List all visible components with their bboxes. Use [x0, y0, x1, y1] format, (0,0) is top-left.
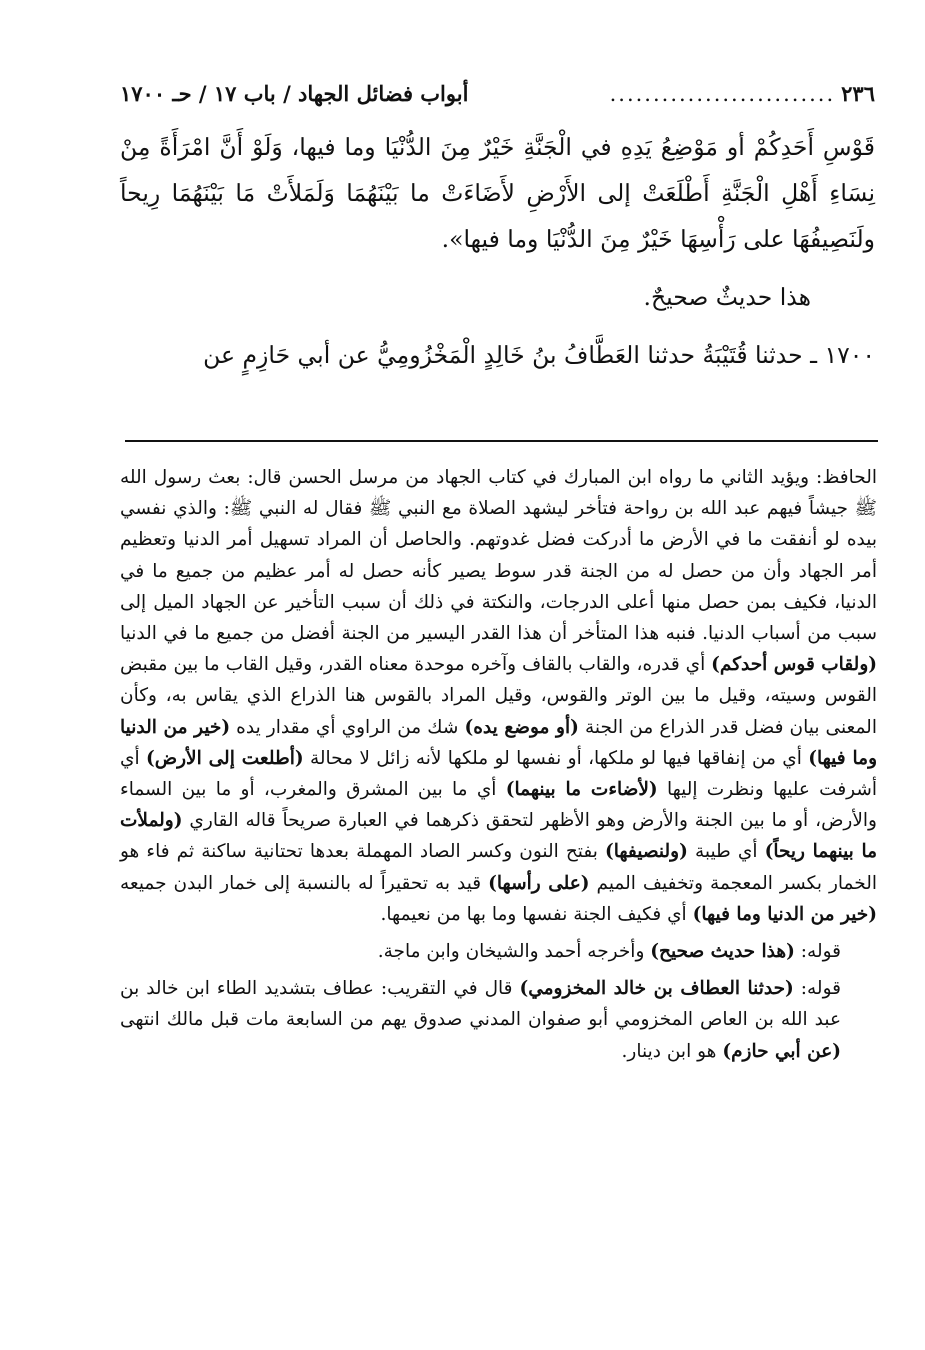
commentary-text: قال في التقريب: عطاف بتشديد الطاء ابن خالد بن عبد الله بن العاص المخزومي أبو صفوان المدني صدوق يهم من السابعة مات قبل مالك انتهى	[120, 978, 841, 1031]
hadith-1700-opening: ١٧٠٠ ـ حدثنا قُتَيْبَةُ حدثنا العَطَّافُ بنُ خَالِدٍ الْمَخْزُومِيُّ عن أبي حَازِمٍ عن	[203, 341, 875, 369]
quoted-phrase: (خير من الدنيا وما فيها)	[692, 903, 877, 925]
header-dot-leader: ..........................	[609, 82, 836, 106]
commentary-text: هو ابن دينار.	[621, 1040, 717, 1062]
commentary-text: أي قدره، والقاب بالقاف وآخره موحدة معناه القدر، وقيل القاب ما بين مقبض القوس وسيته، وقيل ما بين الوتر والقوس، وقيل المراد بالقوس هنا الذراع الذي يقاس به، وكأن المعنى بيان فضل قدر الذراع من الجنة	[120, 654, 877, 738]
quoted-phrase: (أطلعت إلى الأرض)	[145, 747, 304, 769]
quoted-phrase: (لأضاءت ما بينهما)	[505, 779, 658, 801]
commentary-text: أي طيبة	[694, 841, 758, 863]
commentary-text: وأخرجه أحمد والشيخان وابن ماجة.	[377, 941, 645, 963]
commentary-text: أي فكيف الجنة نفسها وما بها من نعيمها.	[380, 903, 687, 925]
commentary-text: شك من الراوي أي مقدار يده	[236, 716, 459, 738]
hadith-continuation-paragraph: قَوْسِ أَحَدِكُمْ أو مَوْضِعُ يَدِهِ في الْجَنَّةِ خَيْرٌ مِنَ الدُّنْيَا وما فيها، وَلَوْ أَنَّ امْرَأَةً مِنْ نِسَاءِ أَهْلِ الْجَنَّةِ أَطْلَعَتْ إلى الأَرْضِ لأَضَاءَتْ ما بَيْنَهُمَا وَلَمَلأَتْ مَا بَيْنَهُمَا رِيحاً ولَنَصِيفُهَا على رَأْسِهَا خَيْرٌ مِنَ الدُّنْيَا وما فيها».	[120, 133, 875, 253]
main-hadith-text	[120, 124, 875, 378]
commentary-text: أي ما بين المشرق والمغرب، أو ما بين السماء والأرض، أو ما بين الجنة والأرض وهو الأظهر لتحقق ذكرهما في العبارة صريحاً قاله القاري	[120, 779, 877, 832]
commentary-text: أي أشرفت عليها ونظرت إليها	[120, 747, 878, 801]
hadith-verdict: هذا حديثٌ صحيحٌ.	[643, 283, 811, 311]
note-lead: قوله:	[800, 941, 841, 963]
commentary-note-narrator	[120, 973, 877, 1067]
quoted-phrase: (خير من الدنيا وما فيها)	[120, 716, 878, 769]
quoted-phrase: (ولملأت ما بينهما ريحاً)	[120, 810, 878, 863]
page-header	[120, 80, 875, 108]
commentary-note-sahih	[120, 936, 877, 967]
quoted-phrase: (حدثنا العطاف بن خالد المخزومي)	[519, 978, 794, 1000]
commentary-text: قيد به تحقيراً له بالنسبة إلى خمار البدن جميعه	[120, 872, 482, 894]
quoted-phrase: (هذا حديث صحيح)	[650, 941, 795, 963]
quoted-phrase: (عن أبي حازم)	[722, 1040, 841, 1062]
note-lead: قوله:	[800, 978, 841, 1000]
running-title: أبواب فضائل الجهاد / باب ١٧ / حـ ١٧٠٠	[120, 81, 469, 106]
commentary-text: أي من إنفاقها فيها لو ملكها، أو نفسها لو ملكها لأنه زائل لا محالة	[309, 747, 802, 769]
quoted-phrase: (ولقاب قوس أحدكم)	[711, 654, 878, 676]
commentary-text: بفتح النون وكسر الصاد المهملة بعدها تحتانية ساكنة ثم فاء هو الخمار بكسر المعجمة وتخفيف الميم	[120, 841, 877, 894]
commentary-paragraph	[120, 462, 877, 930]
page-number: ٢٣٦	[841, 81, 875, 106]
commentary-text: الحافظ: ويؤيد الثاني ما رواه ابن المبارك في كتاب الجهاد من مرسل الحسن قال: بعث رسول الله ﷺ جيشاً فيهم عبد الله بن رواحة فتأخر ليشهد الصلاة مع النبي ﷺ فقال له النبي ﷺ: والذي نفسي بيده لو أنفقت ما في الأرض ما أدركت فضل غدوتهم. والحاصل أن المراد تسهيل أمر الدنيا وتعظيم أمر الجهاد وأن من حصل له من الجنة قدر سوط يصير كأنه حصل له أمر عظيم من جميع ما في الدنيا، فكيف بمن حصل منها أعلى الدرجات، والنكتة في ذلك أن سبب التأخير عن الجهاد الميل إلى سبب من أسباب الدنيا. فنبه هذا المتأخر أن هذا القدر اليسير من الجنة أفضل من جميع ما في الدنيا	[120, 467, 878, 645]
quoted-phrase: (ولنصيفها)	[605, 841, 688, 863]
commentary-section	[120, 462, 877, 1067]
quoted-phrase: (على رأسها)	[488, 872, 590, 894]
footnote-divider	[125, 440, 878, 442]
quoted-phrase: (أو موضع يده)	[464, 716, 579, 738]
